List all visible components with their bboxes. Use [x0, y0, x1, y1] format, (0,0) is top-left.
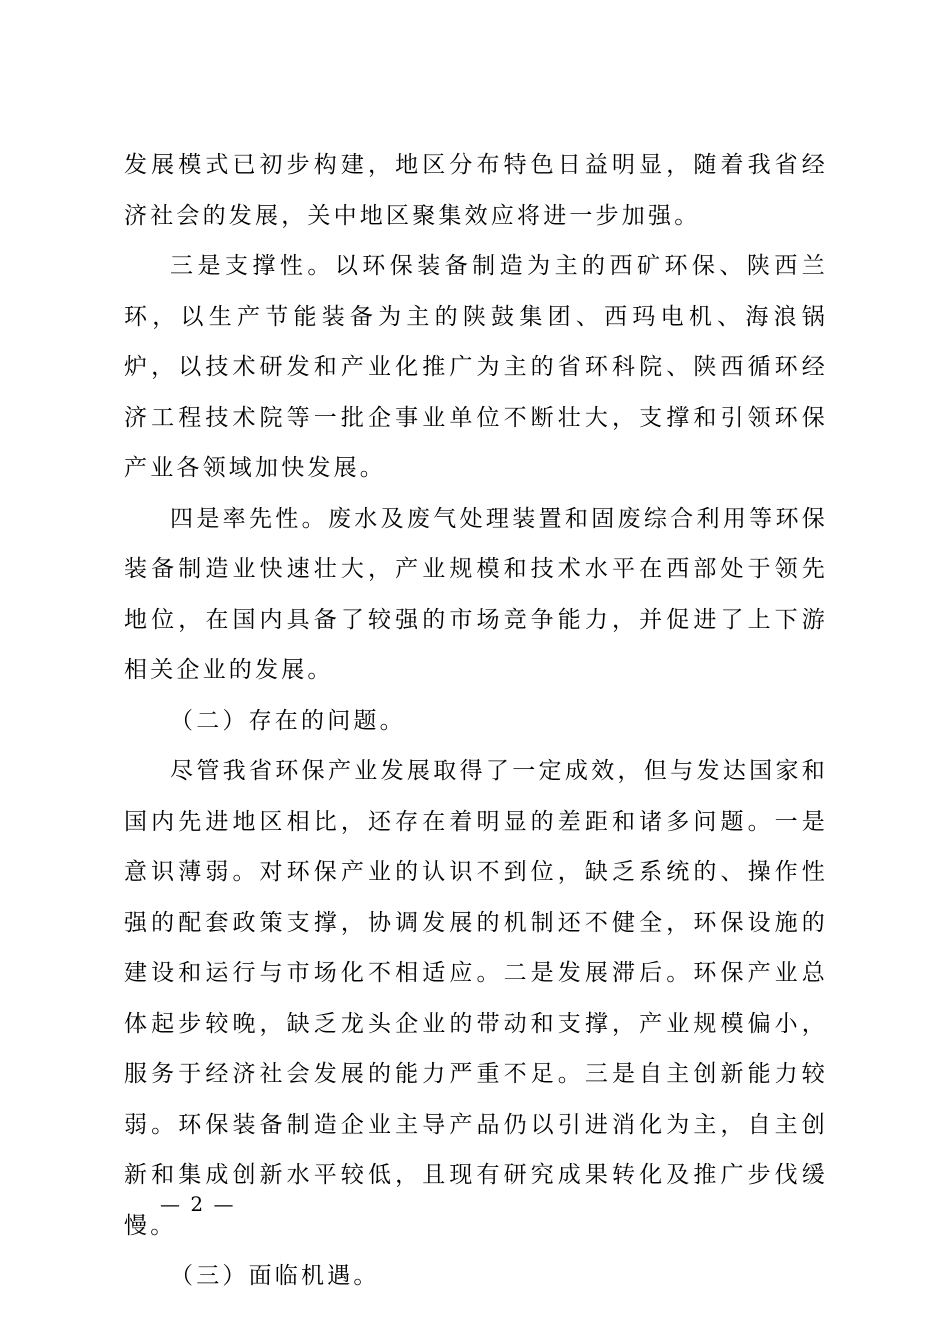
paragraph-continuation: 发展模式已初步构建，地区分布特色日益明显，随着我省经济社会的发展，关中地区聚集效应将进一步加强。: [124, 152, 828, 229]
paragraph-support: 三是支撑性。以环保装备制造为主的西矿环保、陕西兰环，以生产节能装备为主的陕鼓集团、西玛电机、海浪锅炉，以技术研发和产业化推广为主的省环科院、陕西循环经济工程技术院等一批企事业单位不断壮大，支撑和引领环保产业各领域加快发展。: [124, 253, 828, 481]
section-heading-problems: （二）存在的问题。: [170, 707, 406, 734]
paragraph-leading: 四是率先性。废水及废气处理装置和固废综合利用等环保装备制造业快速壮大，产业规模和技术水平在西部处于领先地位，在国内具备了较强的市场竞争能力，并促进了上下游相关企业的发展。: [124, 505, 828, 683]
paragraph-problems: 尽管我省环保产业发展取得了一定成效，但与发达国家和国内先进地区相比，还存在着明显的差距和诸多问题。一是意识薄弱。对环保产业的认识不到位，缺乏系统的、操作性强的配套政策支撑，协调发展的机制还不健全，环保设施的建设和运行与市场化不相适应。二是发展滞后。环保产业总体起步较晚，缺乏龙头企业的带动和支撑，产业规模偏小，服务于经济社会发展的能力严重不足。三是自主创新能力较弱。环保装备制造企业主导产品仍以引进消化为主，自主创新和集成创新水平较低，且现有研究成果转化及推广步伐缓慢。: [124, 758, 828, 1239]
page-number: — 2 —: [160, 1192, 236, 1216]
document-body: [124, 140, 828, 1302]
section-heading-opportunities: （三）面临机遇。: [170, 1263, 380, 1289]
